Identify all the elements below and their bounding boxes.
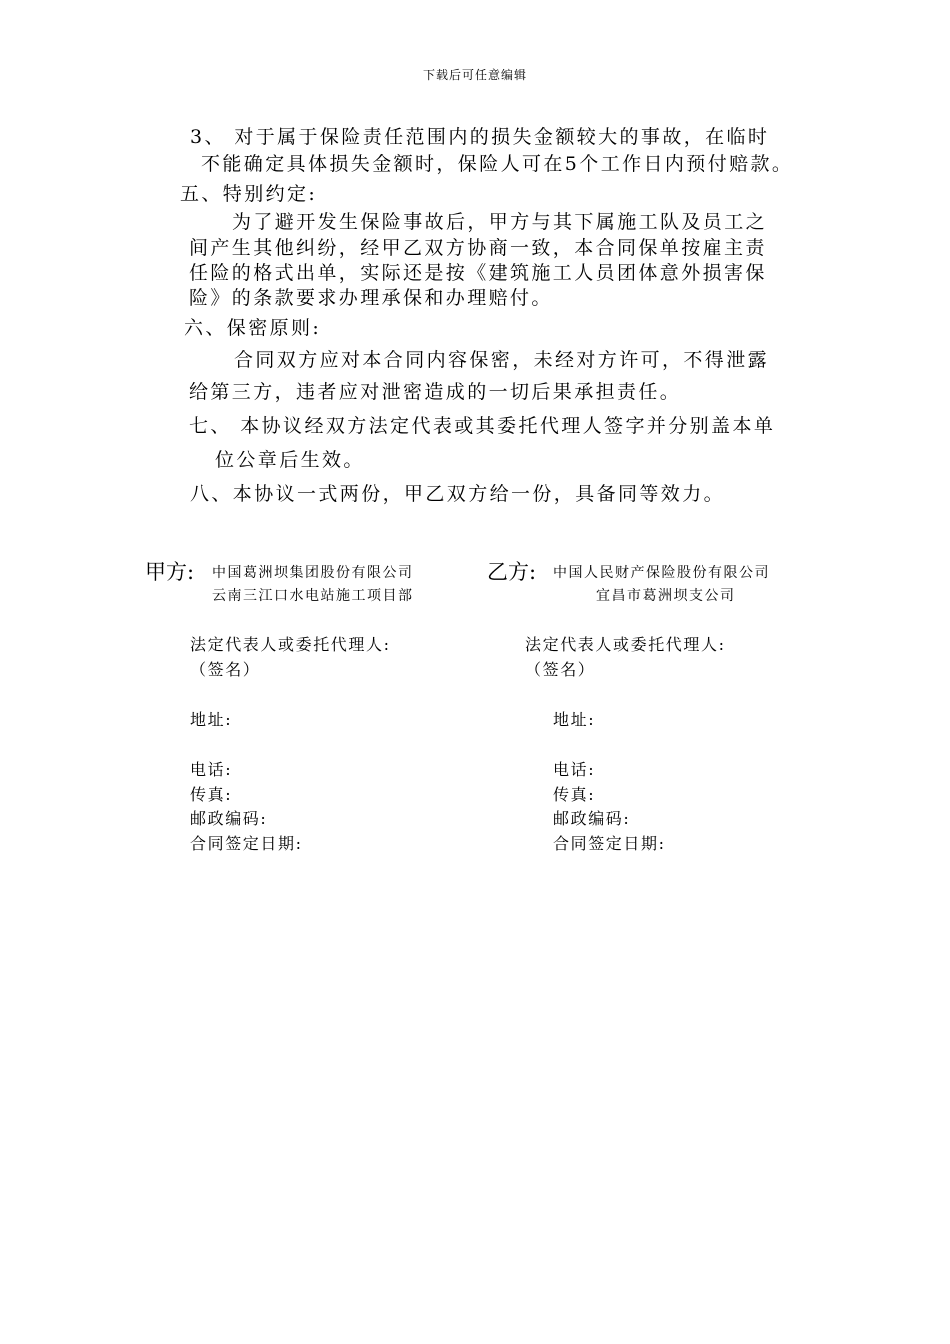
party-b-company-line-2: 宜昌市葛洲坝支公司: [596, 588, 736, 604]
party-b-fax: 传真:: [553, 785, 596, 804]
clause-3-line-2: 不能确定具体损失金额时，保险人可在5个工作日内预付赔款。: [201, 153, 794, 175]
section-8-line: 八、本协议一式两份，甲乙双方给一份，具备同等效力。: [190, 483, 726, 505]
section-5-para-line-2: 间产生其他纠纷，经甲乙双方协商一致，本合同保单按雇主责: [189, 237, 767, 259]
section-5-para-line-3: 任险的格式出单，实际还是按《建筑施工人员团体意外损害保: [189, 262, 767, 284]
party-b-signature: （签名）: [525, 660, 596, 679]
party-a-phone: 电话:: [190, 760, 233, 779]
section-5-para-line-4: 险》的条款要求办理承保和办理赔付。: [189, 287, 553, 309]
party-b-phone: 电话:: [553, 760, 596, 779]
section-6-para-line-1: 合同双方应对本合同内容保密，未经对方许可，不得泄露: [234, 349, 770, 371]
clause-3-line-1: 3、 对于属于保险责任范围内的损失金额较大的事故，在临时: [190, 126, 770, 148]
party-a-postcode: 邮政编码:: [190, 809, 268, 828]
section-5-heading: 五、特别约定:: [180, 183, 318, 205]
section-5-para-line-1: 为了避开发生保险事故后，甲方与其下属施工队及员工之: [232, 211, 768, 233]
party-a-company-line-2: 云南三江口水电站施工项目部: [212, 588, 414, 604]
party-b-address: 地址:: [553, 710, 596, 729]
party-a-address: 地址:: [190, 710, 233, 729]
party-a-label: 甲方:: [145, 560, 195, 584]
party-a-representative: 法定代表人或委托代理人:: [190, 635, 391, 654]
section-7-line-2: 位公章后生效。: [215, 449, 365, 471]
party-a-contract-date: 合同签定日期:: [190, 834, 303, 853]
section-6-para-line-2: 给第三方，违者应对泄密造成的一切后果承担责任。: [189, 381, 682, 403]
party-b-representative: 法定代表人或委托代理人:: [525, 635, 726, 654]
section-6-heading: 六、保密原则:: [184, 317, 322, 339]
party-b-postcode: 邮政编码:: [553, 809, 631, 828]
party-a-company-line-1: 中国葛洲坝集团股份有限公司: [212, 565, 414, 581]
party-a-fax: 传真:: [190, 785, 233, 804]
party-a-signature: （签名）: [190, 660, 261, 679]
section-7-line-1: 七、 本协议经双方法定代表或其委托代理人签字并分别盖本单: [189, 415, 776, 437]
party-b-label: 乙方:: [487, 560, 537, 584]
page-header-note: 下载后可任意编辑: [422, 68, 527, 82]
party-b-contract-date: 合同签定日期:: [553, 834, 666, 853]
party-b-company-line-1: 中国人民财产保险股份有限公司: [553, 565, 770, 581]
